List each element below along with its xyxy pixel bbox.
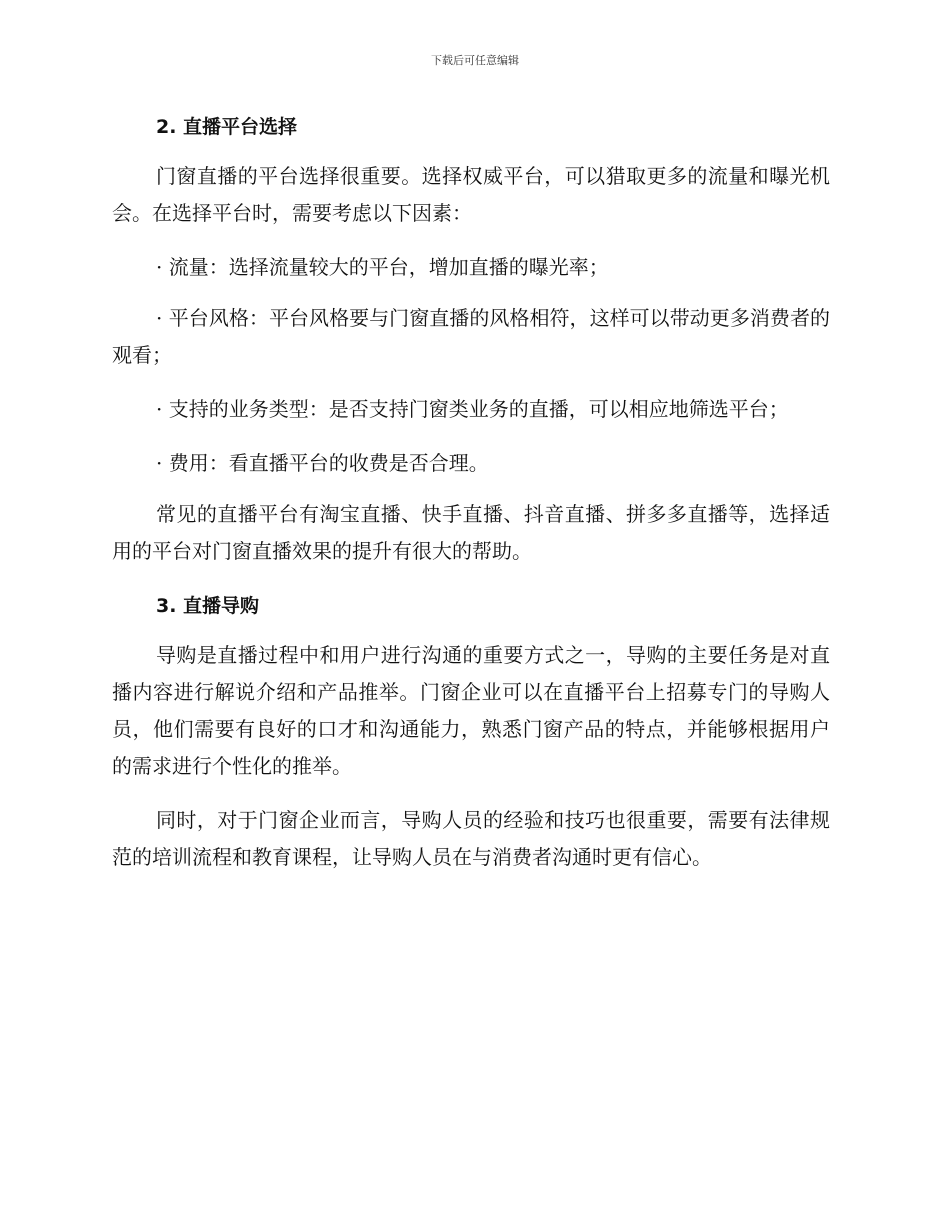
paragraph: 常见的直播平台有淘宝直播、快手直播、抖音直播、拼多多直播等，选择适用的平台对门窗直播效果的提升有很大的帮助。	[112, 502, 830, 563]
document-body	[112, 108, 830, 893]
bullet-item: · 费用：看直播平台的收费是否合理。	[156, 451, 489, 475]
section-heading: 3. 直播导购	[156, 595, 260, 617]
bullet-item: · 流量：选择流量较大的平台，增加直播的曝光率；	[156, 255, 609, 279]
section-shopping-guide	[112, 587, 830, 876]
paragraph: 同时，对于门窗企业而言，导购人员的经验和技巧也很重要，需要有法律规范的培训流程和教育课程，让导购人员在与消费者沟通时更有信心。	[112, 808, 830, 869]
bullet-item: · 支持的业务类型：是否支持门窗类业务的直播，可以相应地筛选平台；	[156, 397, 789, 421]
section-platform-selection	[112, 108, 830, 570]
bullet-item: · 平台风格：平台风格要与门窗直播的风格相符，这样可以带动更多消费者的观看；	[112, 306, 830, 367]
section-heading: 2. 直播平台选择	[156, 116, 298, 138]
paragraph: 门窗直播的平台选择很重要。选择权威平台，可以猎取更多的流量和曝光机会。在选择平台时，需要考虑以下因素：	[112, 164, 830, 225]
page-header: 下载后可任意编辑	[431, 54, 519, 67]
paragraph: 导购是直播过程中和用户进行沟通的重要方式之一，导购的主要任务是对直播内容进行解说介绍和产品推举。门窗企业可以在直播平台上招募专门的导购人员，他们需要有良好的口才和沟通能力，熟悉门窗产品的特点，并能够根据用户的需求进行个性化的推举。	[112, 643, 830, 778]
